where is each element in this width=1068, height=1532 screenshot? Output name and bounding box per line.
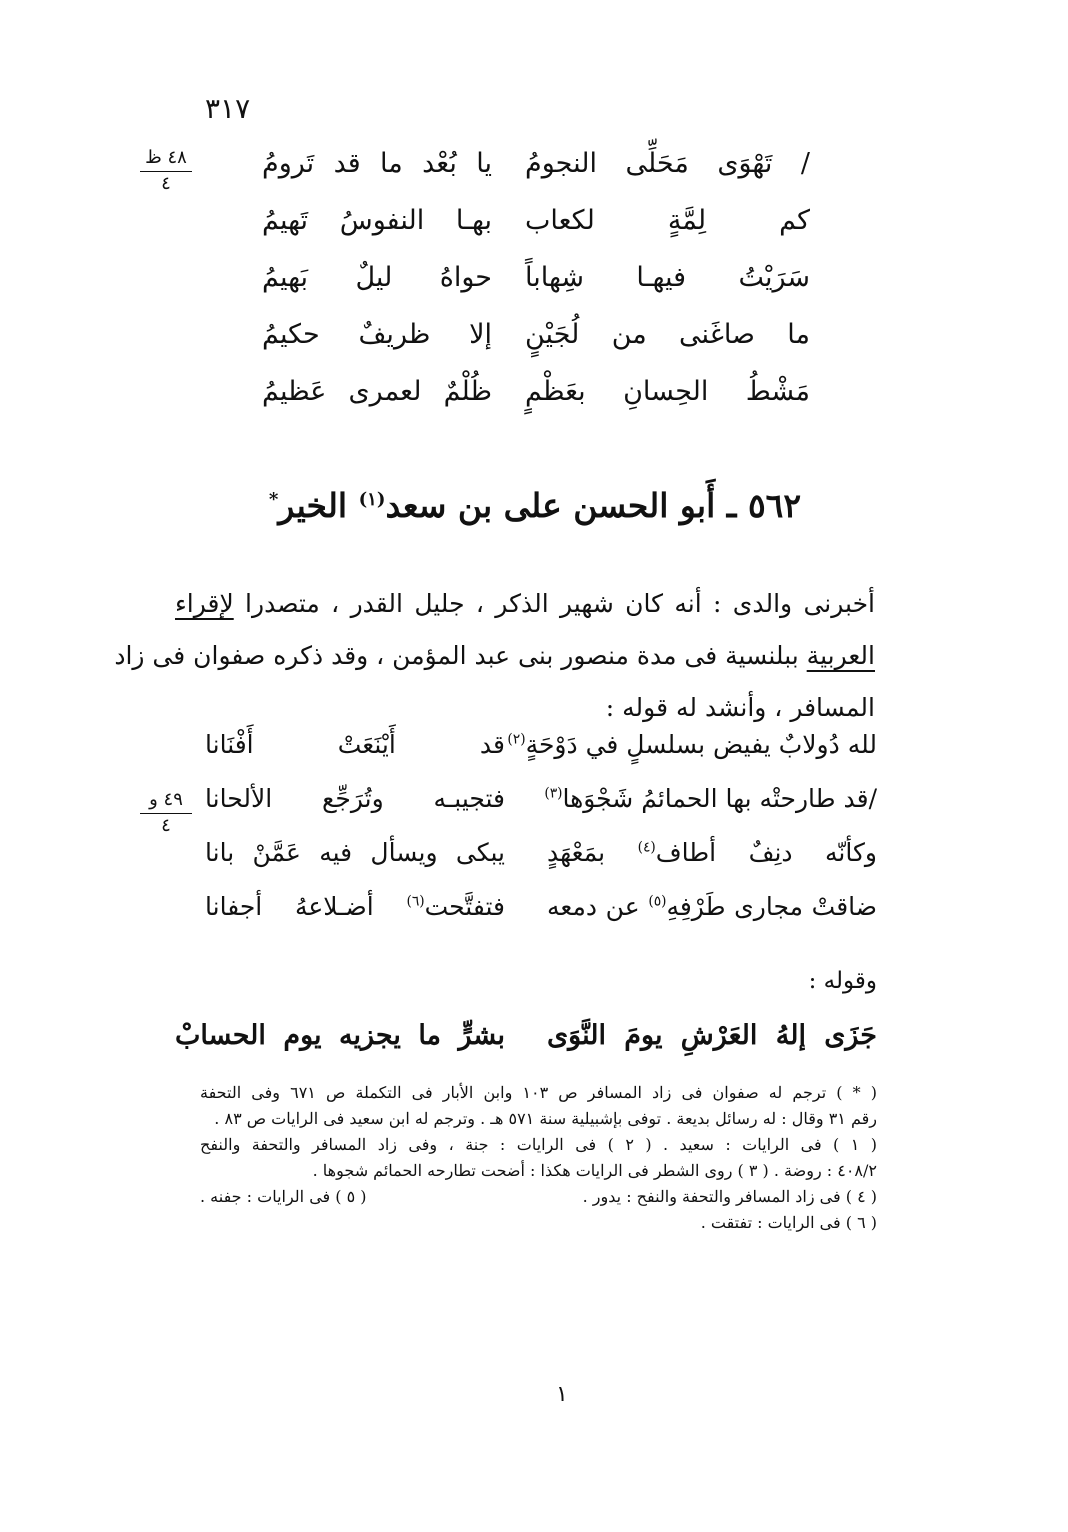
entry-name-suffix: الخير — [278, 486, 348, 525]
verse-first-hemistich — [507, 730, 877, 759]
verse-second-hemistich — [205, 892, 505, 921]
footnote-line: ٤٠٨/٢ : روضة . ( ٣ ) روى الشطر فى الرايات هكذا : أضحت تطارحه الحمائم شجوها . — [312, 1161, 877, 1180]
prose-line — [175, 578, 875, 630]
margin-note-top: ٤٨ ظ — [145, 147, 187, 168]
entry-name: أَبو الحسن على بن سعد — [385, 486, 716, 525]
margin-note-rule — [140, 171, 192, 172]
verse-second-hemistich: قد أَيْنَعَتْ أَفْنَانا — [205, 730, 505, 759]
margin-note-top: ٤٩ و — [149, 789, 183, 810]
poem-two — [205, 730, 877, 946]
verse-row — [262, 319, 810, 376]
underlined-text: لإقراء — [175, 589, 234, 618]
verse-row — [175, 1020, 877, 1051]
footnote-line: ( ٦ ) فى الرايات : تفتقت . — [700, 1213, 877, 1232]
verse-first-hemistich: / تَهْوَى مَحَلِّى النجومُ — [525, 148, 810, 179]
poem-one — [262, 148, 810, 433]
verse-text: ضاقتْ مجارى طَرْفِهِ — [666, 892, 877, 921]
verse-second-hemistich: بهـا النفوسُ تَهيمُ — [262, 205, 492, 236]
verse-text: /قد طارحتْه بها الحمائمُ شَجْوَها — [562, 784, 877, 813]
verse-first-hemistich: كم لِمَّةٍ لكعاب — [525, 205, 810, 236]
margin-note-bottom: ٤ — [161, 814, 171, 836]
margin-folio-note-1 — [140, 148, 192, 194]
verse-first-hemistich: ما صاغَنى من لُجَيْنٍ — [525, 319, 810, 350]
prose-line — [114, 630, 875, 682]
footnote-line: رقم ٣١ وقال : له رسائل بديعة . توفى بإشبيلية سنة ٥٧١ هـ . وترجم له ابن سعيد فى الرايات ص ٨٣ . — [214, 1109, 877, 1128]
verse-text: بمَعْهَدٍ — [547, 838, 638, 867]
verse-text: أضـلاعهُ أجفانا — [205, 892, 407, 921]
verse-first-hemistich — [547, 838, 877, 867]
verse-row — [205, 892, 877, 946]
verse-first-hemistich — [544, 784, 877, 813]
prose-line: المسافر ، وأنشد له قوله : — [605, 693, 875, 722]
and-his-saying: وقوله : — [808, 968, 877, 994]
bottom-signature-mark: ١ — [556, 1382, 568, 1407]
verse-text: وكأنّه دنِفٌ أطاف — [655, 838, 877, 867]
entry-number: ٥٦٢ — [747, 486, 802, 525]
footnote-line: ( ١ ) فى الرايات : سعيد . ( ٢ ) فى الرايات : جنة ، وفى زاد المسافر والتحفة والنفح — [200, 1135, 878, 1154]
footnote-line: ( * ) ترجم له صفوان فى زاد المسافر ص ١٠٣ وابن الأبار فى التكملة ص ٦٧١ وفى التحفة — [200, 1083, 878, 1102]
verse-second-hemistich: يا بُعْد ما قد تَرومُ — [262, 148, 492, 179]
footnote-ref: (٢) — [507, 731, 526, 748]
verse-text: عن دمعه — [547, 892, 649, 921]
footnote-item: ( ٥ ) فى الرايات : جفنه . — [200, 1187, 367, 1206]
verse-row — [262, 148, 810, 205]
verse-second-hemistich: بشرٍّ ما يجزيه يوم الحسابْ — [175, 1020, 505, 1051]
footnote-ref: (٥) — [648, 893, 667, 910]
verse-text: لله دُولابٌ يفيض بسلسلٍ في دَوْحَةٍ — [525, 730, 877, 759]
margin-note-rule — [140, 813, 192, 814]
page-number: ٣١٧ — [205, 92, 251, 125]
biography-text — [114, 578, 875, 734]
verse-second-hemistich: حواهُ ليلٌ بَهيمُ — [262, 262, 492, 293]
underlined-text: العربية — [806, 641, 875, 670]
verse-row — [205, 784, 877, 838]
poem-three — [175, 1020, 877, 1051]
footnote-line — [200, 1184, 877, 1210]
prose-text: ببلنسية فى مدة منصور بنى عبد المؤمن ، وقد ذكره صفوان فى زاد — [114, 641, 807, 670]
verse-second-hemistich: يبكى ويسأل فيه عَمَّنْ بانا — [205, 838, 505, 867]
heading-dash: ـ — [726, 486, 737, 525]
verse-text: فتفتَّحت — [424, 892, 505, 921]
verse-row — [262, 262, 810, 319]
verse-second-hemistich: إلا ظريفٌ حكيمُ — [262, 319, 492, 350]
verse-first-hemistich: مَشْطُ الحِسانِ بعَظْمٍ — [525, 376, 810, 407]
verse-first-hemistich: جَزَى إلهُ العَرْشِ يومَ النَّوَى — [547, 1020, 877, 1051]
footnote-ref: (٦) — [406, 893, 425, 910]
footnote-ref: (٣) — [544, 785, 563, 802]
footnotes — [200, 1080, 877, 1236]
verse-row — [262, 376, 810, 433]
verse-second-hemistich: فتجيبـه وتُرَجِّع الألحانا — [205, 784, 505, 813]
verse-first-hemistich: سَرَيْتُ فيهـا شِهاباً — [525, 262, 810, 293]
footnote-ref: (٤) — [637, 839, 656, 856]
footnote-star: * — [268, 489, 279, 510]
verse-row — [205, 838, 877, 892]
verse-row — [262, 205, 810, 262]
footnote-ref: (١) — [358, 489, 386, 510]
biography-heading — [200, 486, 870, 525]
verse-row — [205, 730, 877, 784]
verse-second-hemistich: ظُلْمٌ لعمرى عَظيمُ — [262, 376, 492, 407]
verse-first-hemistich — [547, 892, 877, 921]
footnote-item: ( ٤ ) فى زاد المسافر والتحفة والنفح : يدور . — [582, 1187, 877, 1206]
margin-folio-note-2 — [140, 790, 192, 836]
margin-note-bottom: ٤ — [161, 172, 171, 194]
prose-text: أخبرنى والدى : أنه كان شهير الذكر ، جليل القدر ، متصدرا — [233, 589, 875, 618]
